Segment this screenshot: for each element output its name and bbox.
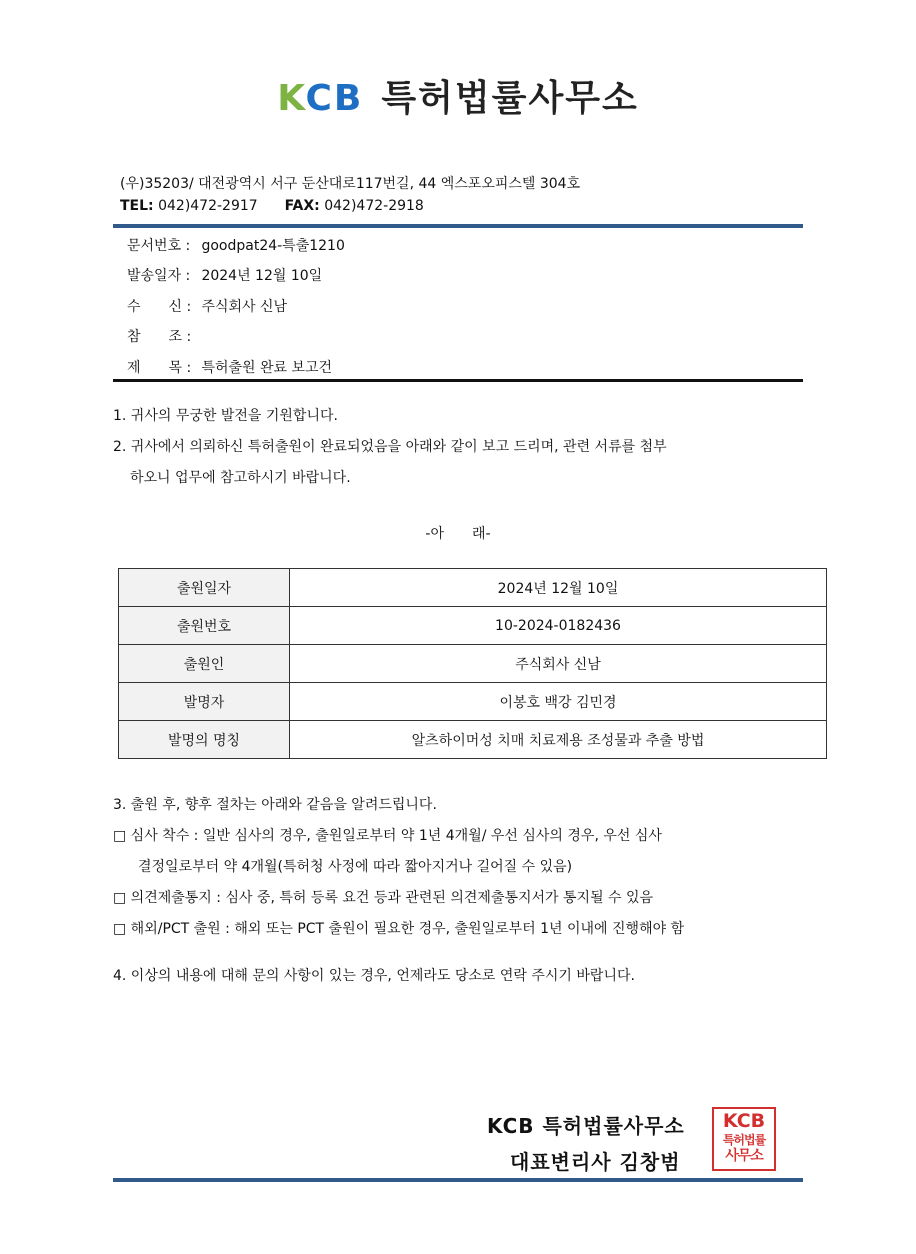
address: (우)35203/ 대전광역시 서구 둔산대로117번길, 44 엑스포오피스텔 304호	[120, 176, 581, 192]
row-label: 출원인	[119, 645, 290, 683]
row-value: 10-2024-0182436	[290, 607, 827, 645]
row-value: 이봉호 백강 김민경	[290, 683, 827, 721]
row-label: 발명의 명칭	[119, 721, 290, 759]
tel-label: TEL:	[120, 198, 154, 214]
paragraph-2-line-2: 하오니 업무에 참고하시기 바랍니다.	[130, 470, 351, 486]
logo-k: K	[277, 78, 306, 119]
fax-number: 042)472-2918	[324, 198, 424, 214]
table-row	[119, 607, 827, 645]
recipient-value: 주식회사 신남	[201, 299, 288, 315]
application-info-table	[118, 568, 827, 759]
row-value: 주식회사 신남	[290, 645, 827, 683]
top-divider	[113, 224, 803, 228]
signature-firm: KCB 특허법률사무소	[487, 1114, 685, 1138]
below-heading: -아 래-	[425, 526, 491, 542]
meta-date	[127, 265, 322, 285]
row-label: 출원번호	[119, 607, 290, 645]
meta-subject	[127, 357, 332, 377]
footer-divider	[113, 1178, 803, 1182]
seal-line-3: 사무소	[725, 1148, 763, 1164]
table-row	[119, 721, 827, 759]
reference-label: 참 조 :	[127, 329, 192, 345]
contact-line	[120, 198, 424, 214]
date-value: 2024년 12월 10일	[201, 268, 323, 284]
meta-reference	[127, 326, 197, 346]
row-label: 발명자	[119, 683, 290, 721]
seal-line-1: KCB	[722, 1110, 766, 1132]
bullet-2: □ 의견제출통지 : 심사 중, 특허 등록 요건 등과 관련된 의견제출통지서가 통지될 수 있음	[113, 890, 654, 906]
paragraph-1: 1. 귀사의 무궁한 발전을 기원합니다.	[113, 408, 338, 424]
paragraph-4: 4. 이상의 내용에 대해 문의 사항이 있는 경우, 언제라도 당소로 연락 주시기 바랍니다.	[113, 968, 635, 984]
paragraph-3: 3. 출원 후, 향후 절차는 아래와 같음을 알려드립니다.	[113, 797, 437, 813]
meta-divider	[113, 379, 803, 382]
firm-name: 특허법률사무소	[381, 78, 639, 119]
row-value: 2024년 12월 10일	[290, 569, 827, 607]
subject-label: 제 목 :	[127, 360, 192, 376]
recipient-label: 수 신 :	[127, 299, 192, 315]
seal-line-2: 특허법률	[722, 1133, 766, 1147]
letterhead-title	[0, 70, 916, 121]
fax-label: FAX:	[284, 198, 320, 214]
bullet-3: □ 해외/PCT 출원 : 해외 또는 PCT 출원이 필요한 경우, 출원일로부터 1년 이내에 진행해야 함	[113, 921, 685, 937]
table-row	[119, 645, 827, 683]
doc-no-label: 문서번호 :	[127, 238, 191, 254]
bullet-1-line-2: 결정일로부터 약 4개월(특허청 사정에 따라 짧아지거나 길어질 수 있음)	[138, 859, 573, 875]
meta-recipient	[127, 296, 287, 316]
doc-no-value: goodpat24-특출1210	[201, 238, 345, 254]
paragraph-2-line-1: 2. 귀사에서 의뢰하신 특허출원이 완료되었음을 아래와 같이 보고 드리며, 관련 서류를 첨부	[113, 439, 667, 455]
row-value: 알츠하이머성 치매 치료제용 조성물과 추출 방법	[290, 721, 827, 759]
table-row	[119, 683, 827, 721]
tel-number: 042)472-2917	[158, 198, 258, 214]
table-row	[119, 569, 827, 607]
subject-value: 특허출원 완료 보고건	[201, 360, 333, 376]
logo-cb: CB	[305, 78, 364, 119]
bullet-1-line-1: □ 심사 착수 : 일반 심사의 경우, 출원일로부터 약 1년 4개월/ 우선 심사의 경우, 우선 심사	[113, 828, 662, 844]
firm-seal-stamp	[712, 1107, 776, 1171]
meta-doc-no	[127, 235, 345, 255]
date-label: 발송일자 :	[127, 268, 191, 284]
signature-representative: 대표변리사 김창범	[510, 1150, 681, 1174]
row-label: 출원일자	[119, 569, 290, 607]
